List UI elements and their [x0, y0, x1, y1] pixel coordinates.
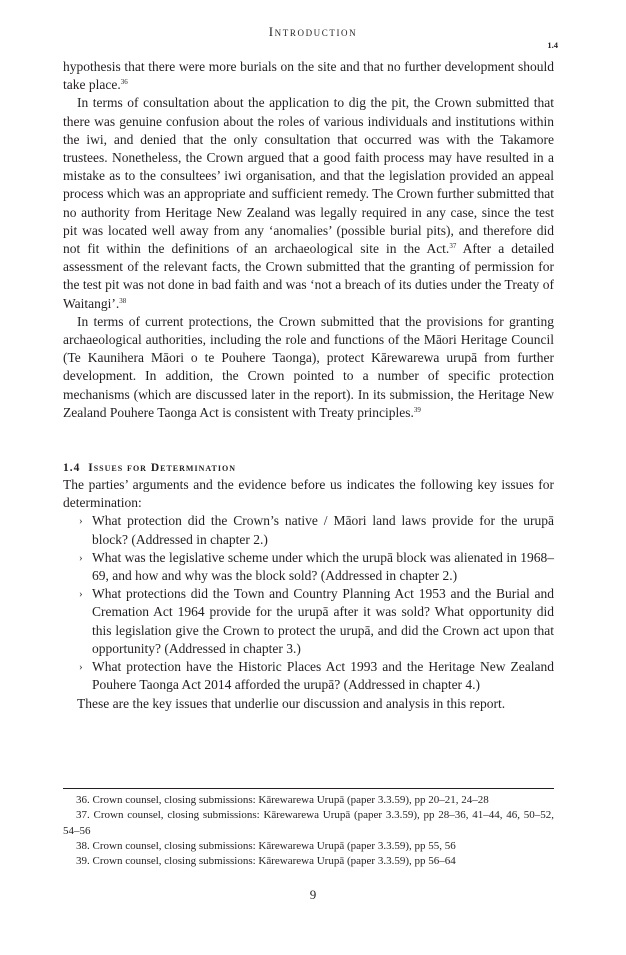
list-item-text: What protection have the Historic Places Act 1993 and the Heritage New Zealand Pouhere Taonga Act 2014 afforded the urupā? (Addressed in chapter 4.): [92, 659, 554, 693]
footnote-ref[interactable]: 37: [449, 242, 457, 251]
header-section-number: 1.4: [547, 40, 558, 50]
paragraph-text: In terms of consultation about the application to dig the pit, the Crown submitted that there was genuine confusion about the roles of various individuals and institutions within the iwi, and denied that the only consultation that occurred was with the Takamore trustees. Nonetheless, the Crown argued that a good faith process may have resulted in a mistake as to the consultees’ iwi organisation, and that the legislation provided an appeal process which was an appropriate and sufficient remedy. The Crown further submitted that no authority from Heritage New Zealand was legally required in any case, since the test pit was located well away from any ‘anomalies’ (possible burial pits), and therefore did not fit within the definitions of an archaeological site in the Act.: [63, 95, 554, 257]
paragraph-text: In terms of current protections, the Crown submitted that the provisions for granting archaeological authorities, including the role and functions of the Māori Heritage Council (Te Kaunihera Māori o te Pouhere Taonga), protect Kārewarewa urupā from further development. In addition, the Crown pointed to a number of specific protection mechanisms (which are discussed later in the report). In its submission, the Heritage New Zealand Pouhere Taonga Act is consistent with Treaty principles.: [63, 313, 554, 420]
footnote-ref[interactable]: 39: [413, 405, 421, 414]
running-head: Introduction: [268, 24, 358, 39]
footnote-text: Crown counsel, closing submissions: Kārewarewa Urupā (paper 3.3.59), pp 55, 56: [92, 839, 456, 852]
list-item: [63, 585, 554, 658]
section-heading-number: 1.4: [63, 462, 81, 475]
paragraph: [63, 94, 554, 312]
footnote-ref[interactable]: 38: [119, 296, 127, 305]
footnote-number: 36.: [76, 794, 90, 806]
section-heading: [63, 460, 554, 476]
bullet-chevron-icon: ›: [79, 551, 83, 564]
footnote-number: 38.: [76, 839, 90, 852]
section-closing: These are the key issues that underlie our discussion and analysis in this report.: [77, 695, 506, 711]
list-item: [63, 549, 554, 585]
list-item: [63, 512, 554, 548]
footnote: [63, 839, 554, 854]
footnote: [63, 808, 554, 839]
footnote-divider: [63, 788, 554, 789]
footnote-ref[interactable]: 36: [120, 78, 128, 87]
paragraph-text: hypothesis that there were more burials on the site and that no further development should take place.: [63, 59, 554, 93]
section-heading-title: Issues for Determination: [88, 462, 236, 475]
list-item: [63, 658, 554, 694]
paragraph: [63, 313, 554, 422]
footnote-number: 39.: [76, 855, 90, 868]
footnotes: [63, 793, 554, 869]
body-text: [63, 58, 554, 713]
footnote: [63, 793, 554, 808]
issues-list: [63, 512, 554, 694]
bullet-chevron-icon: ›: [79, 661, 83, 674]
footnote-number: 37.: [76, 809, 90, 822]
list-item-text: What protection did the Crown’s native / Māori land laws provide for the urupā block? (Addressed in chapter 2.): [92, 513, 554, 547]
paragraph: [63, 58, 554, 94]
paragraph-text: After a detailed assessment of the relevant facts, the Crown submitted that the granting of permission for the test pit was not done in bad faith and was ‘not a breach of its duties under the Treaty of Waitangi’.: [63, 241, 554, 311]
footnote: [63, 854, 554, 869]
page-number: 9: [309, 887, 317, 902]
footnote-text: Crown counsel, closing submissions: Kārewarewa Urupā (paper 3.3.59), pp 20–21, 24–28: [92, 794, 489, 806]
section-intro: The parties’ arguments and the evidence before us indicates the following key issues for determination:: [63, 477, 554, 511]
list-item-text: What protections did the Town and Country Planning Act 1953 and the Burial and Cremation Act 1964 provide for the urupā after it was sold? What opportunity did this legislation give the Crown to protect the urupā, and did the Crown act upon that opportunity? (Addressed in chapter 3.): [92, 586, 554, 656]
footnote-text: Crown counsel, closing submissions: Kārewarewa Urupā (paper 3.3.59), pp 28–36, 41–44, 46, 50–52, 54–56: [63, 809, 555, 837]
footnote-text: Crown counsel, closing submissions: Kārewarewa Urupā (paper 3.3.59), pp 56–64: [92, 855, 456, 868]
bullet-chevron-icon: ›: [79, 588, 83, 601]
list-item-text: What was the legislative scheme under which the urupā block was alienated in 1968–69, and how and why was the block sold? (Addressed in chapter 2.): [92, 549, 554, 584]
bullet-chevron-icon: ›: [79, 515, 83, 528]
